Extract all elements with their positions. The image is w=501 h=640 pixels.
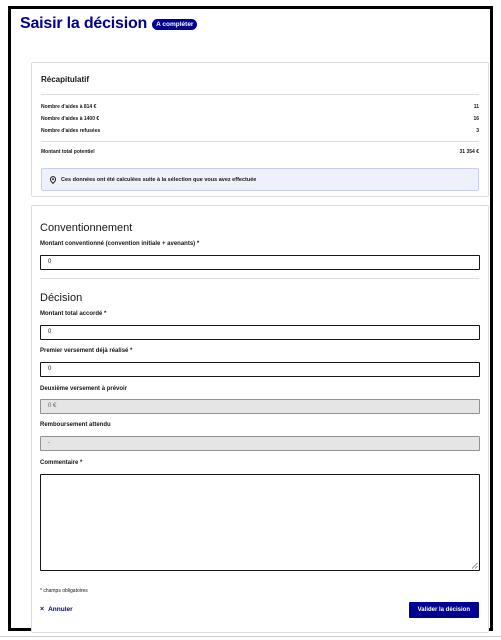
info-callout — [41, 168, 479, 191]
resize-handle-icon[interactable] — [471, 562, 478, 569]
montant-conventionne-label: Montant conventionné (convention initiale + avenants) * — [40, 241, 200, 247]
recap-row — [41, 128, 479, 134]
divider — [40, 278, 479, 279]
premier-versement-input[interactable]: 0 — [40, 362, 480, 377]
validate-decision-button[interactable]: Valider la décision — [409, 602, 479, 618]
deuxieme-versement-label: Deuxième versement à prévoir — [40, 386, 128, 392]
section-title-conventionnement: Conventionnement — [40, 222, 133, 234]
recap-row — [41, 116, 479, 122]
recap-total-value: 31 354 € — [459, 149, 479, 155]
remboursement-field: - — [40, 436, 480, 451]
page-frame — [8, 6, 493, 631]
recap-total-row — [41, 149, 479, 155]
page-header — [20, 15, 197, 33]
recap-total-label: Montant total potentiel — [41, 149, 95, 155]
montant-conventionne-input[interactable]: 0 — [40, 255, 480, 270]
recap-row-label: Nombre d'aides refusées — [41, 128, 101, 134]
location-pin-icon — [49, 176, 57, 184]
section-title-decision: Décision — [40, 292, 83, 304]
recap-row-value: 11 — [473, 104, 479, 110]
divider — [41, 94, 479, 95]
recap-row — [41, 104, 479, 110]
premier-versement-label: Premier versement déjà réalisé * — [40, 348, 133, 354]
status-badge: A compléter — [152, 19, 197, 30]
remboursement-label: Remboursement attendu — [40, 422, 111, 428]
recap-row-label: Nombre d'aides à 814 € — [41, 104, 97, 110]
recap-row-value: 3 — [476, 128, 479, 134]
cancel-label: Annuler — [48, 606, 73, 613]
deuxieme-versement-field: 0 € — [40, 399, 480, 414]
mandatory-fields-note: * champs obligatoires — [40, 588, 88, 594]
commentaire-label: Commentaire * — [40, 460, 83, 466]
recap-row-label: Nombre d'aides à 1400 € — [41, 116, 100, 122]
montant-total-accorde-input[interactable]: 0 — [40, 325, 480, 340]
divider — [41, 141, 479, 142]
info-text: Ces données ont été calculées suite à la sélection que vous avez effectuée — [61, 176, 257, 183]
close-icon: × — [40, 606, 45, 613]
recap-row-value: 16 — [473, 116, 479, 122]
recap-card — [31, 62, 489, 197]
page-title: Saisir la décision — [20, 15, 148, 32]
montant-total-accorde-label: Montant total accordé * — [40, 311, 107, 317]
commentaire-textarea[interactable] — [40, 474, 480, 571]
page-bottom-divider — [0, 636, 501, 637]
cancel-button[interactable] — [40, 606, 73, 613]
recap-title: Récapitulatif — [41, 75, 90, 84]
decision-form-card — [31, 205, 489, 633]
